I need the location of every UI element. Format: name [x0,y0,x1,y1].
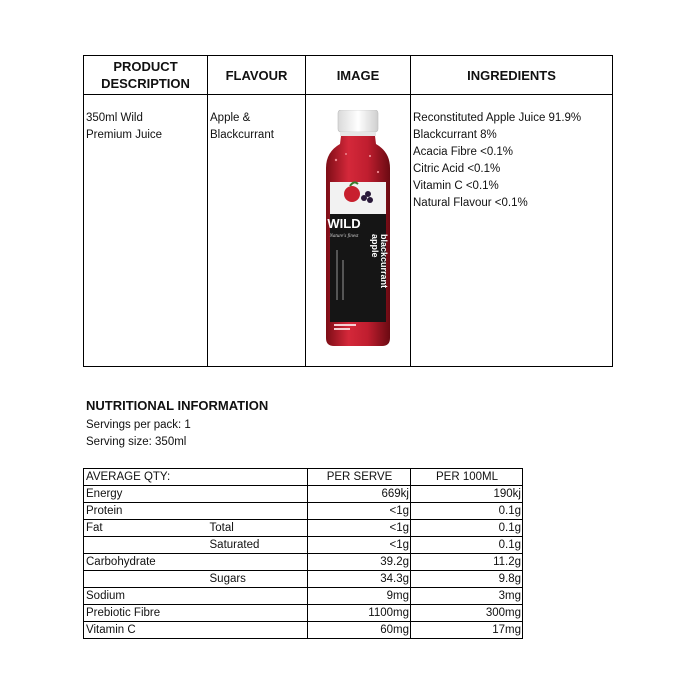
nutrition-row [84,588,523,605]
value-per-100ml: 3mg [411,588,523,605]
value-per-serve: <1g [308,537,411,554]
value-per-100ml: 300mg [411,605,523,622]
ingredients-cell [411,95,613,367]
flavour-cell [208,95,306,367]
nutrition-row [84,503,523,520]
bottle-tagline: Nature's finest [329,234,359,239]
nutrition-table [83,468,523,639]
nutrition-header-row [84,469,523,486]
nutrient-sublabel [208,503,308,520]
nutrition-row [84,537,523,554]
flavour-text: Apple & Blackcurrant [210,112,274,141]
value-per-100ml: 11.2g [411,554,523,571]
header-flavour: FLAVOUR [208,56,306,95]
ingredient-item: Vitamin C <0.1% [413,180,499,192]
ingredient-item: Blackcurrant 8% [413,129,497,141]
nutrient-label: Fat [84,520,208,537]
value-per-serve: 1100mg [308,605,411,622]
nutrition-row [84,605,523,622]
value-per-serve: <1g [308,503,411,520]
header-ingredients: INGREDIENTS [411,56,613,95]
value-per-100ml: 190kj [411,486,523,503]
nutrient-label: Energy [84,486,208,503]
nutrient-sublabel: Saturated [208,537,308,554]
value-per-100ml: 0.1g [411,520,523,537]
image-cell [306,95,411,367]
nutrient-sublabel [208,622,308,639]
header-per-serve: PER SERVE [308,469,411,486]
bottle-flavour-blackcurrant: blackcurrant [379,234,389,289]
ingredient-item: Natural Flavour <0.1% [413,197,528,209]
nutrient-label: Protein [84,503,208,520]
value-per-100ml: 0.1g [411,537,523,554]
nutrient-label [84,571,208,588]
nutrient-sublabel: Total [208,520,308,537]
product-description-cell [84,95,208,367]
bottle-cap [338,110,378,132]
header-image: IMAGE [306,56,411,95]
nutrient-sublabel [208,554,308,571]
ingredient-item: Reconstituted Apple Juice 91.9% [413,112,582,124]
nutrition-row [84,486,523,503]
value-per-serve: 669kj [308,486,411,503]
header-average-qty: AVERAGE QTY: [84,469,308,486]
nutrient-sublabel [208,588,308,605]
header-product-description: PRODUCT DESCRIPTION [84,56,208,95]
value-per-serve: 34.3g [308,571,411,588]
nutrient-label: Prebiotic Fibre [84,605,208,622]
nutrition-row [84,571,523,588]
nutrition-row [84,622,523,639]
value-per-serve: 39.2g [308,554,411,571]
nutrition-title: NUTRITIONAL INFORMATION [86,398,269,413]
ingredient-item: Citric Acid <0.1% [413,163,501,175]
value-per-serve: 9mg [308,588,411,605]
value-per-100ml: 17mg [411,622,523,639]
nutrition-row [84,554,523,571]
product-description: 350ml Wild Premium Juice [86,112,163,141]
bottle-brand: WILD [327,216,361,231]
nutrient-sublabel: Sugars [208,571,308,588]
value-per-serve: <1g [308,520,411,537]
nutrient-sublabel [208,605,308,622]
nutrient-label: Vitamin C [84,622,208,639]
serving-size: Serving size: 350ml [86,436,187,448]
juice-bottle-image [320,110,396,348]
bottle-flavour-apple: apple [370,234,380,258]
nutrient-sublabel [208,486,308,503]
nutrition-row [84,520,523,537]
value-per-100ml: 0.1g [411,503,523,520]
header-per-100ml: PER 100ML [411,469,523,486]
value-per-100ml: 9.8g [411,571,523,588]
product-table [83,55,613,367]
value-per-serve: 60mg [308,622,411,639]
ingredient-item: Acacia Fibre <0.1% [413,146,514,158]
nutrient-label [84,537,208,554]
nutrient-label: Carbohydrate [84,554,208,571]
nutrient-label: Sodium [84,588,208,605]
servings-per-pack: Servings per pack: 1 [86,419,191,431]
